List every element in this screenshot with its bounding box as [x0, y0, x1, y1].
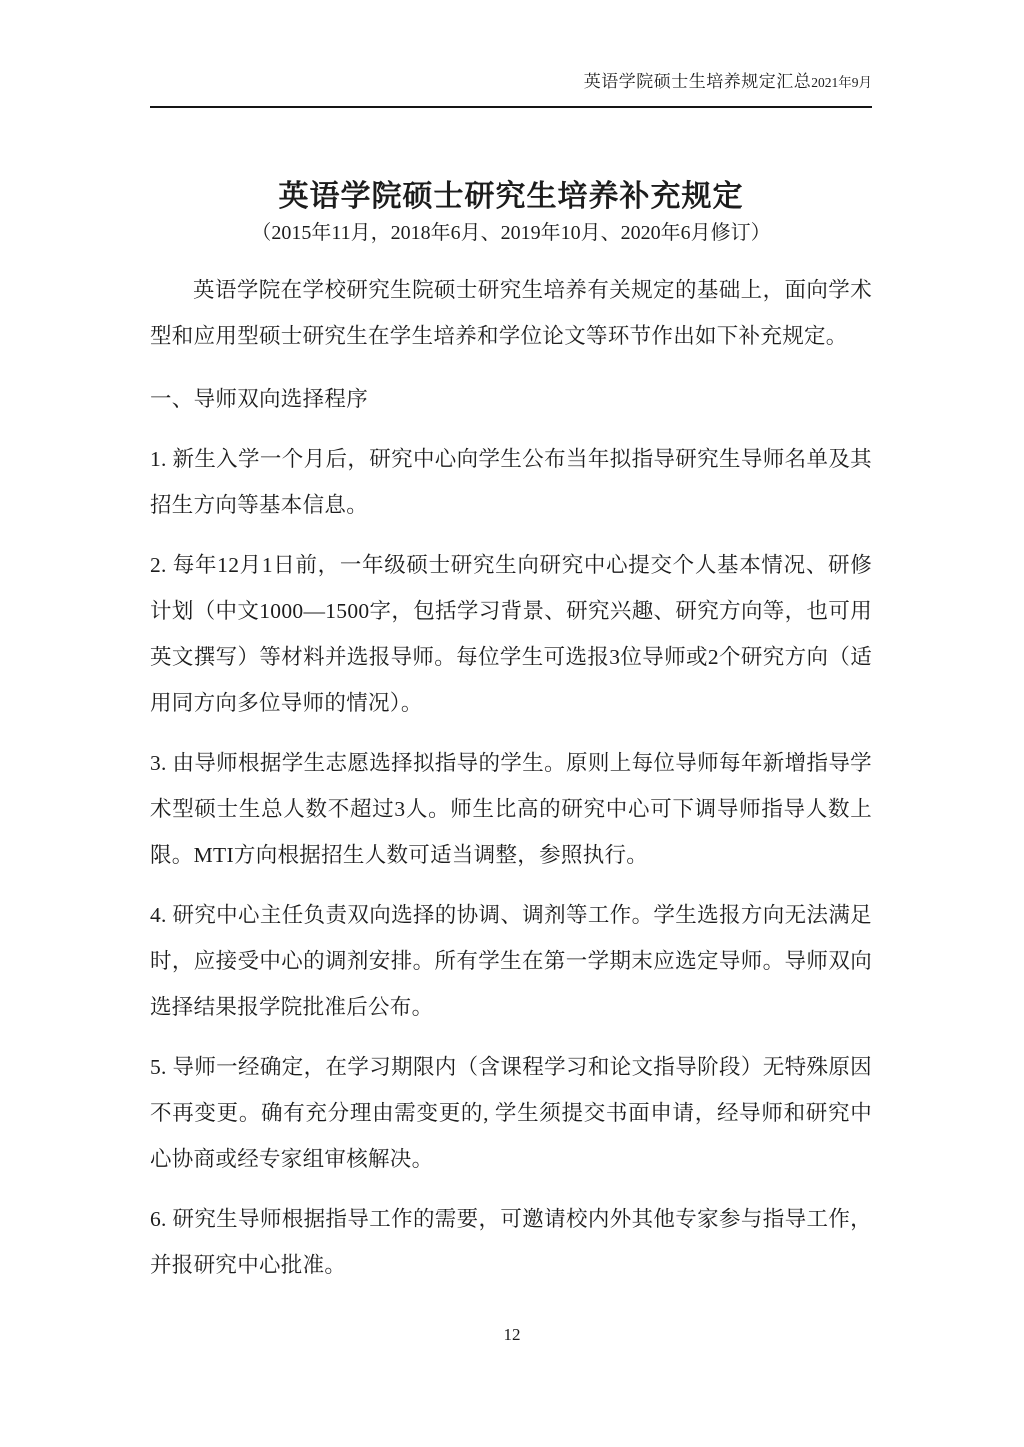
- list-item-4: 4. 研究中心主任负责双向选择的协调、调剂等工作。学生选报方向无法满足时，应接受中心的调剂安排。所有学生在第一学期末应选定导师。导师双向选择结果报学院批准后公布。: [150, 903, 872, 1019]
- header-text: 英语学院硕士生培养规定汇总: [583, 72, 812, 91]
- page-number: 12: [503, 1325, 521, 1344]
- document-subtitle: （2015年11月，2018年6月、2019年10月、2020年6月修订）: [251, 222, 771, 244]
- list-item-2: 2. 每年12月1日前，一年级硕士研究生向研究中心提交个人基本情况、研修计划（中文1000—1500字，包括学习背景、研究兴趣、研究方向等，也可用英文撰写）等材料并选报导师。每位学生可选报3位导师或2个研究方向（适用同方向多位导师的情况）。: [150, 553, 872, 715]
- page-header: [150, 0, 872, 93]
- section-heading: 一、导师双向选择程序: [150, 387, 369, 411]
- list-item-6: 6. 研究生导师根据指导工作的需要，可邀请校内外其他专家参与指导工作，并报研究中心批准。: [150, 1207, 872, 1277]
- list-item-5: 5. 导师一经确定，在学习期限内（含课程学习和论文指导阶段）无特殊原因不再变更。确有充分理由需变更的, 学生须提交书面申请，经导师和研究中心协商或经专家组审核解决。: [150, 1055, 872, 1171]
- intro-paragraph: 英语学院在学校研究生院硕士研究生培养有关规定的基础上，面向学术型和应用型硕士研究生在学生培养和学位论文等环节作出如下补充规定。: [150, 278, 872, 348]
- list-item-1: 1. 新生入学一个月后，研究中心向学生公布当年拟指导研究生导师名单及其招生方向等基本信息。: [150, 447, 872, 517]
- header-divider: [150, 106, 872, 108]
- header-date: 2021年9月: [811, 75, 872, 90]
- list-item-3: 3. 由导师根据学生志愿选择拟指导的学生。原则上每位导师每年新增指导学术型硕士生总人数不超过3人。师生比高的研究中心可下调导师指导人数上限。MTI方向根据招生人数可适当调整，参照执行。: [150, 751, 872, 867]
- document-title: 英语学院硕士研究生培养补充规定: [278, 180, 744, 213]
